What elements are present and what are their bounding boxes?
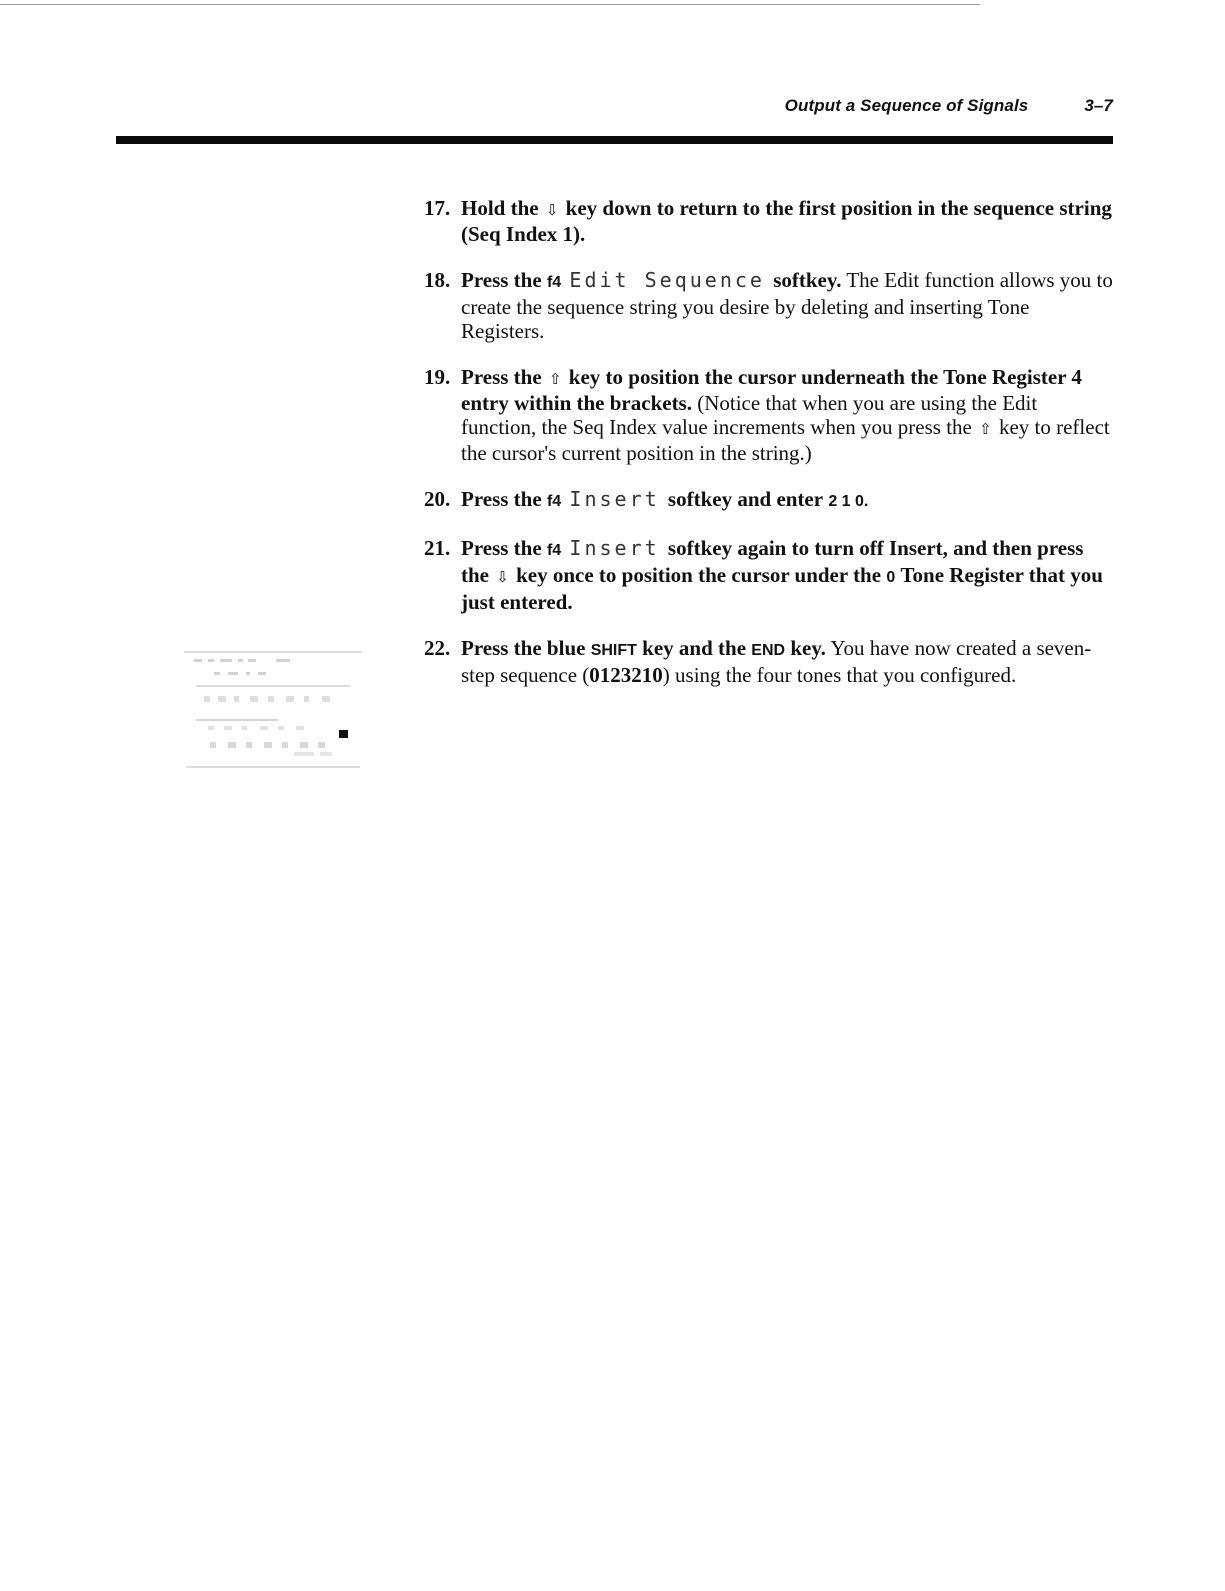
step-body-text: ) using the four tones that you configured. <box>662 663 1017 687</box>
step-bold-text: key. <box>790 636 826 660</box>
down-arrow-key-icon: ⇩ <box>496 568 509 586</box>
running-head <box>785 96 1113 116</box>
step-list <box>424 196 1114 709</box>
sequence-value: 0123210 <box>589 663 663 687</box>
step-body-text: You have now created a seven-step sequence ( <box>461 636 1092 687</box>
step-bold-text: Tone Register that you just entered. <box>461 563 1103 614</box>
display-screen-illustration <box>184 650 362 770</box>
f4-key-label: f4 <box>546 493 562 510</box>
step-body-text: key to reflect the cursor's current position in the string.) <box>461 415 1110 465</box>
step-bold-text: softkey. <box>773 268 842 292</box>
up-arrow-key-icon: ⇧ <box>979 420 992 438</box>
f4-key-label: f4 <box>546 274 562 291</box>
shift-key-label: SHIFT <box>590 642 637 659</box>
step-body-text: (Notice that when you are using the Edit function, the Seq Index value increments when you press the <box>461 391 1038 439</box>
step-body-text: The Edit function allows you to create the sequence string you desire by deleting and inserting Tone Registers. <box>461 268 1113 343</box>
scan-edge-line <box>0 4 980 5</box>
step-number: 21. <box>424 536 451 560</box>
up-arrow-key-icon: ⇧ <box>548 370 562 388</box>
step-bold-text: key to position the cursor underneath the Tone Register 4 entry within the brackets. <box>461 365 1082 415</box>
step-bold-text: key down to return to the first position in the sequence string (Seq Index 1). <box>461 196 1112 246</box>
step-number: 18. <box>424 268 451 292</box>
step-number: 22. <box>424 636 451 660</box>
down-arrow-key-icon: ⇩ <box>545 201 559 219</box>
softkey-display-label: Insert <box>569 487 660 511</box>
step-17 <box>424 196 1114 246</box>
step-bold-text: softkey again to turn off Insert, and then press the <box>461 536 1084 587</box>
step-bold-text: key once to position the cursor under the <box>516 563 882 587</box>
step-bold-text: Press the <box>461 536 542 560</box>
f4-key-label: f4 <box>546 542 562 559</box>
instrument-display-figure <box>184 650 362 770</box>
step-19 <box>424 365 1114 465</box>
zero-key-label: 0 <box>886 569 896 586</box>
step-18 <box>424 268 1114 343</box>
step-number: 17. <box>424 196 451 220</box>
step-20 <box>424 487 1114 514</box>
softkey-display-label: Edit Sequence <box>569 268 765 292</box>
step-bold-text: Press the <box>461 365 542 389</box>
step-bold-text: softkey and enter <box>667 487 824 511</box>
step-22 <box>424 636 1114 687</box>
step-number: 20. <box>424 487 451 511</box>
cursor-block <box>339 730 348 738</box>
softkey-display-label: Insert <box>569 536 660 560</box>
header-rule <box>116 136 1113 144</box>
section-title: Output a Sequence of Signals <box>784 96 1029 115</box>
step-bold-text: Press the blue <box>461 636 586 660</box>
step-21 <box>424 536 1114 614</box>
step-bold-text: Press the <box>461 268 542 292</box>
page-number: 3–7 <box>1084 96 1113 115</box>
step-bold-text: Press the <box>461 487 542 511</box>
step-bold-text: key and the <box>642 636 747 660</box>
end-key-label: END <box>751 642 786 659</box>
step-bold-text: Hold the <box>461 196 539 220</box>
step-number: 19. <box>424 365 451 389</box>
key-entry-label: 2 1 0. <box>828 493 869 510</box>
